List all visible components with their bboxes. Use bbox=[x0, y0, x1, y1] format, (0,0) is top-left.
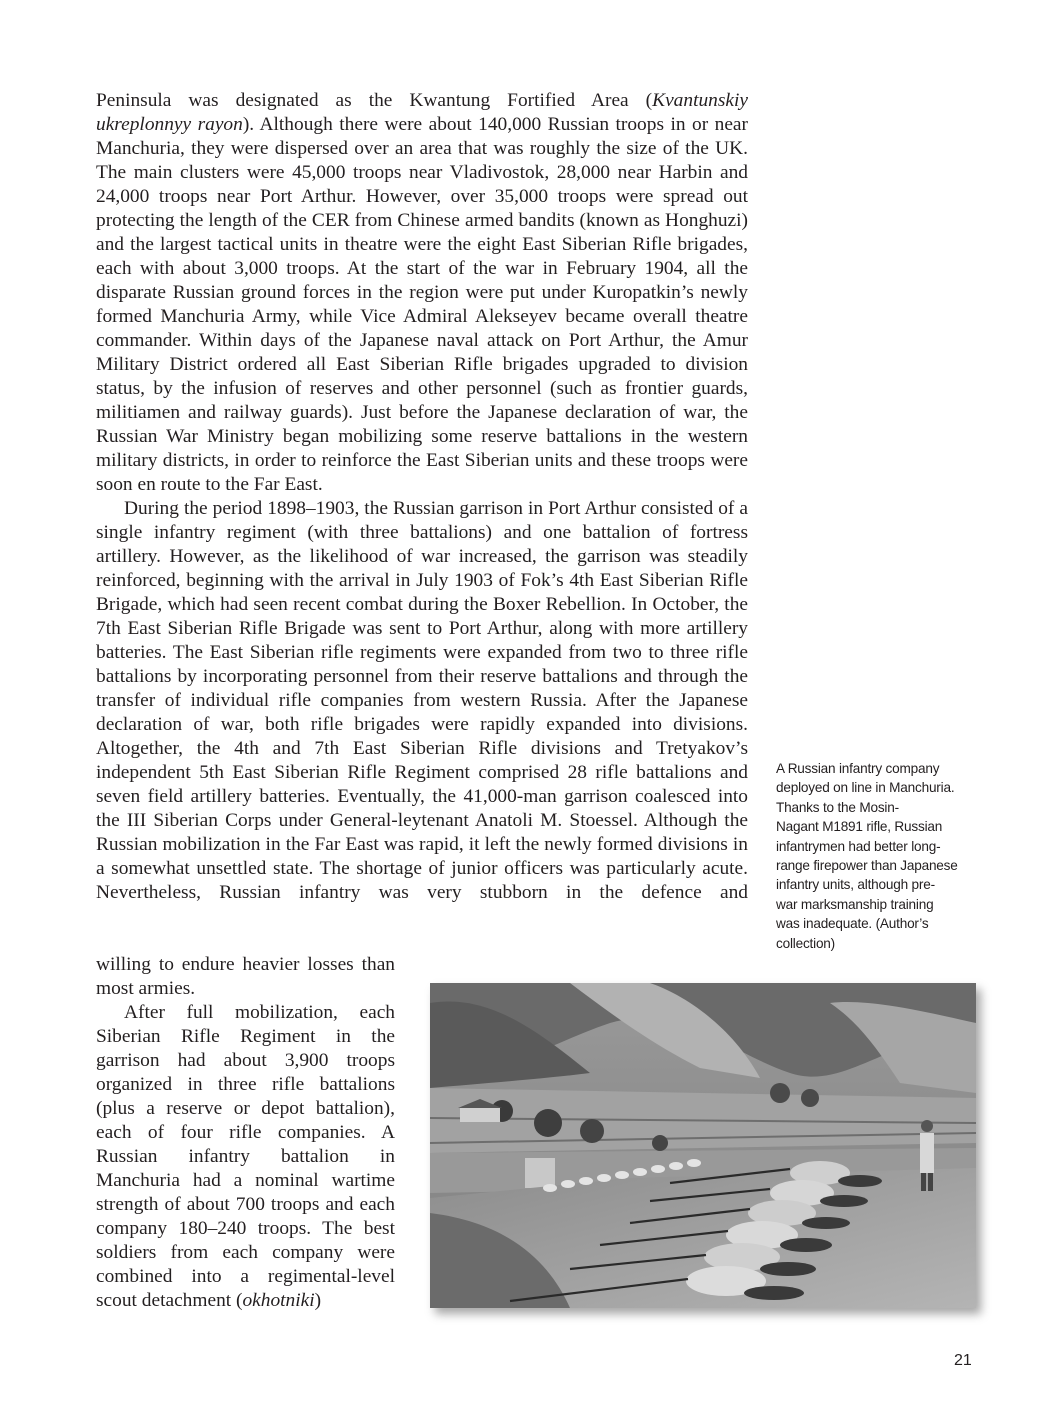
paragraph-1 bbox=[96, 89, 748, 497]
infantry-photo bbox=[430, 983, 976, 1308]
paragraph-1-rest: ). Although there were about 140,000 Russian troops in or near Manchuria, they were dispersed over an area that was roughly the size of the UK. The main clusters were 45,000 troops near Vladivostok, 28,000 near Harbin and 24,000 troops near Port Arthur. However, over 35,000 troops were spread out protecting the length of the CER from Chinese armed bandits (known as Honghuzi) and the largest tactical units in theatre were the eight East Siberian Rifle brigades, each with about 3,000 troops. At the start of the war in February 1904, all the disparate Russian ground forces in the region were put under Kuropatkin’s newly formed Manchuria Army, while Vice Admiral Alekseyev became overall theatre commander. Within days of the Japanese naval attack on Port Arthur, the Amur Military District ordered all East Siberian Rifle brigades upgraded to division status, by the infusion of reserves and other personnel (such as frontier guards, militiamen and railway guards). Just before the Japanese declaration of war, the Russian War Ministry began mobilizing some reserve battalions in the western military districts, in order to reinforce the East Siberian units and these troops were soon en route to the Far East. bbox=[96, 114, 748, 495]
photo-caption bbox=[776, 759, 981, 953]
main-text-column bbox=[96, 89, 748, 905]
paragraph-2-tail: willing to endure heavier losses than most armies. bbox=[96, 954, 395, 999]
paragraph-1-start: Peninsula was designated as the Kwantung Fortified Area ( bbox=[96, 90, 653, 111]
italic-term-kvantunskiy: Kvantunskiy ukreplonnyy rayon bbox=[96, 90, 748, 135]
caption-line: A Russian infantry company bbox=[776, 761, 940, 776]
paragraph-3-text: After full mobilization, each Siberian Rifle Regiment in the garrison had about 3,900 troops organized in three rifle battalions (plus a reserve or depot battalion), each of four rifle companies. A Russian infantry battalion in Manchuria had a nominal wartime strength of about 700 troops and each company 180–240 troops. The best soldiers from each company were combined into a regimental-level scout detachment ( bbox=[96, 1002, 395, 1311]
caption-line: deployed on line in Manchuria. bbox=[776, 780, 955, 796]
caption-line: Thanks to the Mosin- bbox=[776, 799, 899, 815]
caption-line: range firepower than Japanese bbox=[776, 858, 958, 874]
paragraph-3-end: ) bbox=[314, 1290, 322, 1311]
caption-line: Nagant M1891 rifle, Russian bbox=[776, 819, 943, 835]
caption-line: collection) bbox=[776, 935, 835, 951]
italic-term-okhotniki: okhotniki bbox=[242, 1290, 315, 1311]
paragraph-2: During the period 1898–1903, the Russian garrison in Port Arthur consisted of a single infantry regiment (with three battalions) and one battalion of fortress artillery. However, as the likelihood of war increased, the garrison was steadily reinforced, beginning with the arrival in July 1903 of Fok’s 4th East Siberian Rifle Brigade, which had seen recent combat during the Boxer Rebellion. In October, the 7th East Siberian Rifle Brigade was sent to Port Arthur, along with more artillery batteries. The East Siberian rifle regiments were expanded from two to three rifle battalions by incorporating personnel from their reserve battalions and through the transfer of individual rifle companies from western Russia. After the Japanese declaration of war, both rifle brigades were rapidly expanded into divisions. Altogether, the 4th and 7th East Siberian Rifle divisions and Tretyakov’s independent 5th East Siberian Rifle Regiment comprised 28 rifle battalions and seven field artillery batteries. Eventually, the 41,000-man garrison coalesced into the III Siberian Corps under General-leytenant Anatoli M. Stoessel. Although the Russian mobilization in the Far East was rapid, it left the newly formed divisions in a somewhat unsettled state. The shortage of junior officers was particularly acute. Nevertheless, Russian infantry was very stubborn in the defence and bbox=[96, 498, 748, 903]
caption-line: war marksmanship training bbox=[776, 896, 934, 912]
paragraph-3 bbox=[96, 1001, 395, 1313]
page-number: 21 bbox=[954, 1352, 972, 1369]
narrow-text-column bbox=[96, 953, 395, 1313]
caption-line: infantry units, although pre- bbox=[776, 877, 935, 893]
caption-line: was inadequate. (Author’s bbox=[776, 916, 929, 932]
caption-line: infantrymen had better long- bbox=[776, 838, 941, 854]
photo-illustration bbox=[430, 983, 976, 1308]
